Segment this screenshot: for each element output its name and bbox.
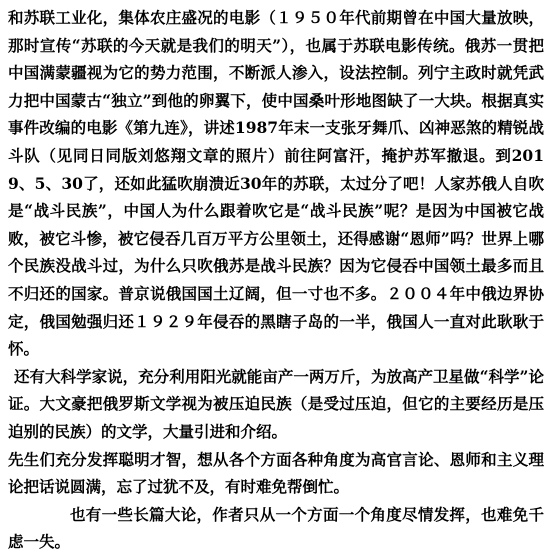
paragraph-4: 也有一些长篇大论，作者只从一个方面一个角度尽情发挥，也难免千虑一失。: [8, 504, 544, 552]
paragraph-1: 和苏联工业化，集体农庄盛况的电影（１９５０年代前期曾在中国大量放映，那时宣传“苏联的今天就是我们的明天”），也属于苏联电影传统。俄苏一贯把中国满蒙疆视为它的势力范围，不断派人渗入，设法控制。列宁主政时就凭武力把中国蒙古“独立”到他的卵翼下，使中国桑叶形地图缺了一大块。根据真实事件改编的电影《第九连》，讲述1987年末一支张牙舞爪、凶神恶煞的精锐战斗队（见同日同版刘悠翔文章的照片）前往阿富汗，掩护苏军撤退。到2019、5、30了，还如此猛吹崩溃近30年的苏联，太过分了吧！人家苏俄人自吹是“战斗民族”，中国人为什么跟着吹它是“战斗民族”呢？是因为中国被它战败，被它斗惨，被它侵吞几百万平方公里领土，还得感谢“恩师”吗？世界上哪个民族没战斗过，为什么只吹俄苏是战斗民族？因为它侵吞中国领土最多而且不归还的国家。普京说俄国国土辽阔，但一寸也不多。２００４年中俄边界协定，俄国勉强归还１９２９年侵吞的黑瞎子岛的一半，俄国人一直对此耿耿于怀。: [8, 8, 544, 359]
paragraph-3: 先生们充分发挥聪明才智，想从各个方面各种角度为高官言论、恩师和主义理论把话说圆满，忘了过犹不及，有时难免帮倒忙。: [8, 449, 544, 497]
article-body: [8, 4, 544, 556]
paragraph-2: 还有大科学家说，充分利用阳光就能亩产一两万斤，为放高产卫星做“科学”论证。大文豪把俄罗斯文学视为被压迫民族（是受过压迫，但它的主要经历是压迫别的民族）的文学，大量引进和介绍。: [8, 366, 544, 441]
